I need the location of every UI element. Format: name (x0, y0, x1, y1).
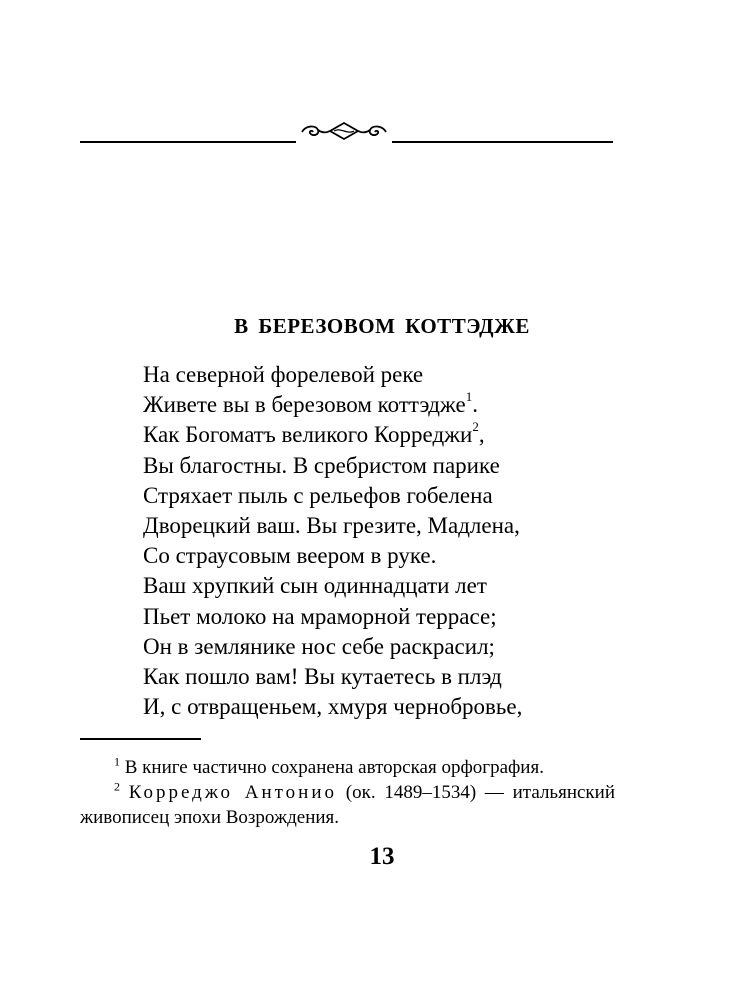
poem-body (143, 360, 613, 722)
footnote-1 (80, 755, 615, 780)
poem-line (143, 420, 613, 450)
poem-line (143, 692, 613, 722)
poem-line-text: Как Богоматъ великого Корреджи (143, 422, 473, 448)
poem-line-text: На северной форелевой реке (143, 362, 424, 387)
footnote-mark: 1 (114, 754, 120, 769)
footnote-2 (80, 780, 615, 830)
poem-line (143, 571, 613, 601)
poem-line (143, 481, 613, 511)
poem-line (143, 632, 613, 662)
page-number: 13 (369, 843, 395, 870)
poem-title: В БЕРЕЗОВОМ КОТТЭДЖЕ (234, 314, 530, 338)
poem-line-punctuation: , (478, 422, 485, 448)
poem-line-text: Со страусовым веером в руке. (143, 543, 437, 569)
footnote-name: Корреджо Антонио (128, 782, 338, 803)
poem-line-text: Как пошло вам! Вы кутаетесь в плэд (143, 663, 502, 689)
poem-line (143, 451, 613, 481)
footnote-separator (80, 738, 201, 740)
poem-line-text: Он в землянике нос себе раскрасил; (143, 633, 495, 659)
footnote-text: (ок. 1489–1534) — итальянский живописец эпохи Возрождения. (80, 782, 615, 828)
poem-line-text: Пьет молоко на мраморной террасе; (143, 603, 497, 629)
poem-line (143, 511, 613, 541)
footnote-mark: 2 (114, 779, 120, 794)
footnote-ref[interactable]: 1 (465, 388, 473, 404)
poem-line (143, 602, 613, 632)
poem-line (143, 662, 613, 692)
poem-line-text: Живете вы в березовом коттэдже (143, 392, 466, 418)
poem-line (143, 390, 613, 420)
footnotes (80, 755, 615, 830)
footnote-ref[interactable]: 2 (472, 418, 479, 434)
poem-line (143, 541, 613, 571)
poem-line-punctuation: . (472, 392, 478, 418)
poem-line-text: Вы благостны. В сребристом парике (143, 452, 500, 478)
poem-line (143, 360, 613, 390)
footnote-text: В книге частично сохранена авторская орфография. (124, 757, 544, 778)
poem-line-text: Дворецкий ваш. Вы грезите, Мадлена, (143, 512, 520, 538)
poem-line-text: И, с отвращеньем, хмуря чернобровье, (143, 694, 523, 720)
ornament-flourish-icon (296, 118, 392, 148)
poem-line-text: Стряхает пыль с рельефов гобелена (143, 482, 493, 508)
poem-line-text: Ваш хрупкий сын одиннадцати лет (143, 573, 487, 599)
